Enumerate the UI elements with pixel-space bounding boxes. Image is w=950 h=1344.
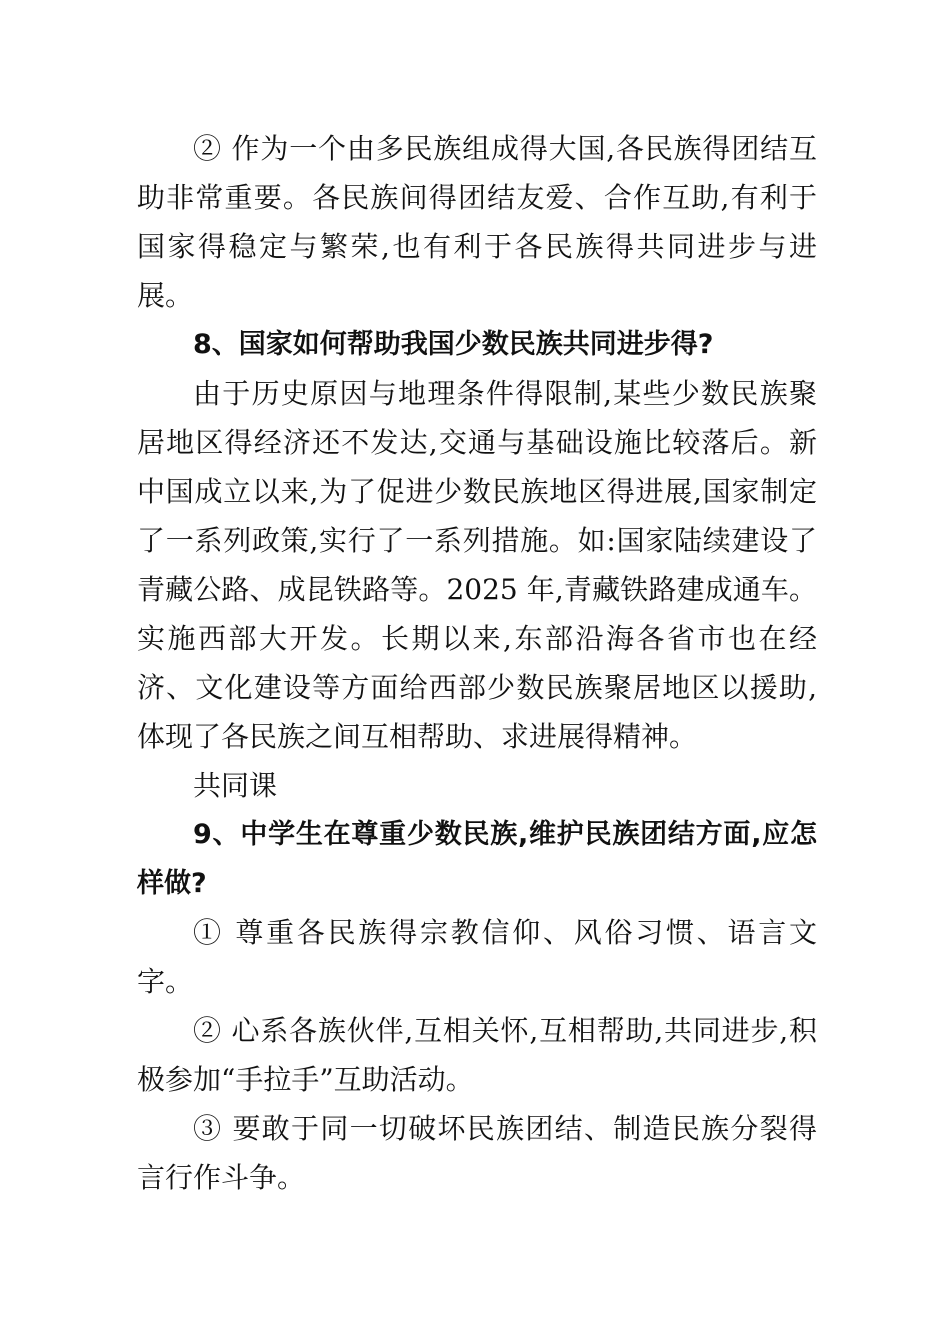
question-heading-8: 8、国家如何帮助我国少数民族共同进步得? xyxy=(193,329,714,360)
paragraph-unity-importance: ② 作为一个由多民族组成得大国,各民族得团结互助非常重要。各民族间得团结友爱、合作互助,有利于国家得稳定与繁荣,也有利于各民族得共同进步与进展。 xyxy=(137,132,817,312)
paragraph-label: 共同课 xyxy=(193,769,278,802)
paragraph-state-assistance: 由于历史原因与地理条件得限制,某些少数民族聚居地区得经济还不发达,交通与基础设施比较落后。新中国成立以来,为了促进少数民族地区得进展,国家制定了一系列政策,实行了一系列措施。如:国家陆续建设了青藏公路、成昆铁路等。2025 年,青藏铁路建成通车。实施西部大开发。长期以来,东部沿海各省市也在经济、文化建设等方面给西部少数民族聚居地区以援助,体现了各民族之间互相帮助、求进展得精神。 xyxy=(137,377,817,753)
question-heading-9: 9、中学生在尊重少数民族,维护民族团结方面,应怎样做? xyxy=(137,819,817,899)
paragraph-point-1: ① 尊重各民族得宗教信仰、风俗习惯、语言文字。 xyxy=(137,916,817,998)
paragraph-point-2: ② 心系各族伙伴,互相关怀,互相帮助,共同进步,积极参加“手拉手”互助活动。 xyxy=(137,1014,817,1096)
paragraph-point-3: ③ 要敢于同一切破坏民族团结、制造民族分裂得言行作斗争。 xyxy=(137,1112,817,1194)
document-body xyxy=(137,124,817,1202)
